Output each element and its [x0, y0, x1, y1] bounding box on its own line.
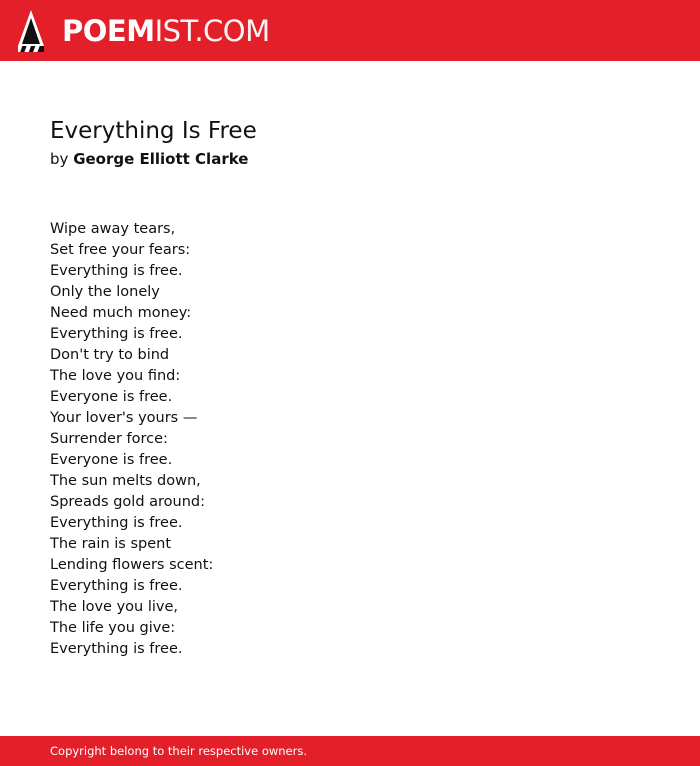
poem-line: Everything is free. [50, 263, 183, 279]
copyright-text: Copyright belong to their respective owners. [50, 744, 308, 758]
poem-line: The love you find: [50, 368, 181, 384]
poem-line: The love you live, [50, 599, 179, 615]
logo-bold-part: POEM [62, 13, 155, 48]
poem-line: Set free your fears: [50, 242, 191, 258]
poem-content [50, 116, 650, 660]
by-label: by [50, 150, 69, 168]
poem-line: Only the lonely [50, 284, 160, 300]
poem-byline [50, 147, 650, 171]
pencil-tip-icon [18, 10, 44, 52]
poem-line: Everything is free. [50, 578, 183, 594]
poem-line: Need much money: [50, 305, 192, 321]
poem-line: Everyone is free. [50, 452, 173, 468]
poem-line: Wipe away tears, [50, 221, 176, 237]
site-header [0, 0, 700, 61]
logo-light-part: IST.COM [154, 13, 270, 48]
poem-line: Everything is free. [50, 515, 183, 531]
site-logo-link[interactable] [18, 10, 270, 52]
poem-line: Spreads gold around: [50, 494, 206, 510]
poem-line: Your lover's yours — [50, 410, 198, 426]
poem-author: George Elliott Clarke [73, 150, 249, 168]
poem-line: Lending flowers scent: [50, 557, 214, 573]
poem-lines [50, 219, 650, 660]
site-logo-text [62, 13, 270, 48]
poem-line: Everything is free. [50, 326, 183, 342]
poem-line: Everything is free. [50, 641, 183, 657]
poem-line: Surrender force: [50, 431, 168, 447]
poem-line: Don't try to bind [50, 347, 170, 363]
poem-line: The sun melts down, [50, 473, 201, 489]
site-footer [0, 736, 700, 766]
poem-line: The rain is spent [50, 536, 171, 552]
poem-line: Everyone is free. [50, 389, 173, 405]
poem-title: Everything Is Free [50, 118, 257, 144]
poem-line: The life you give: [50, 620, 176, 636]
